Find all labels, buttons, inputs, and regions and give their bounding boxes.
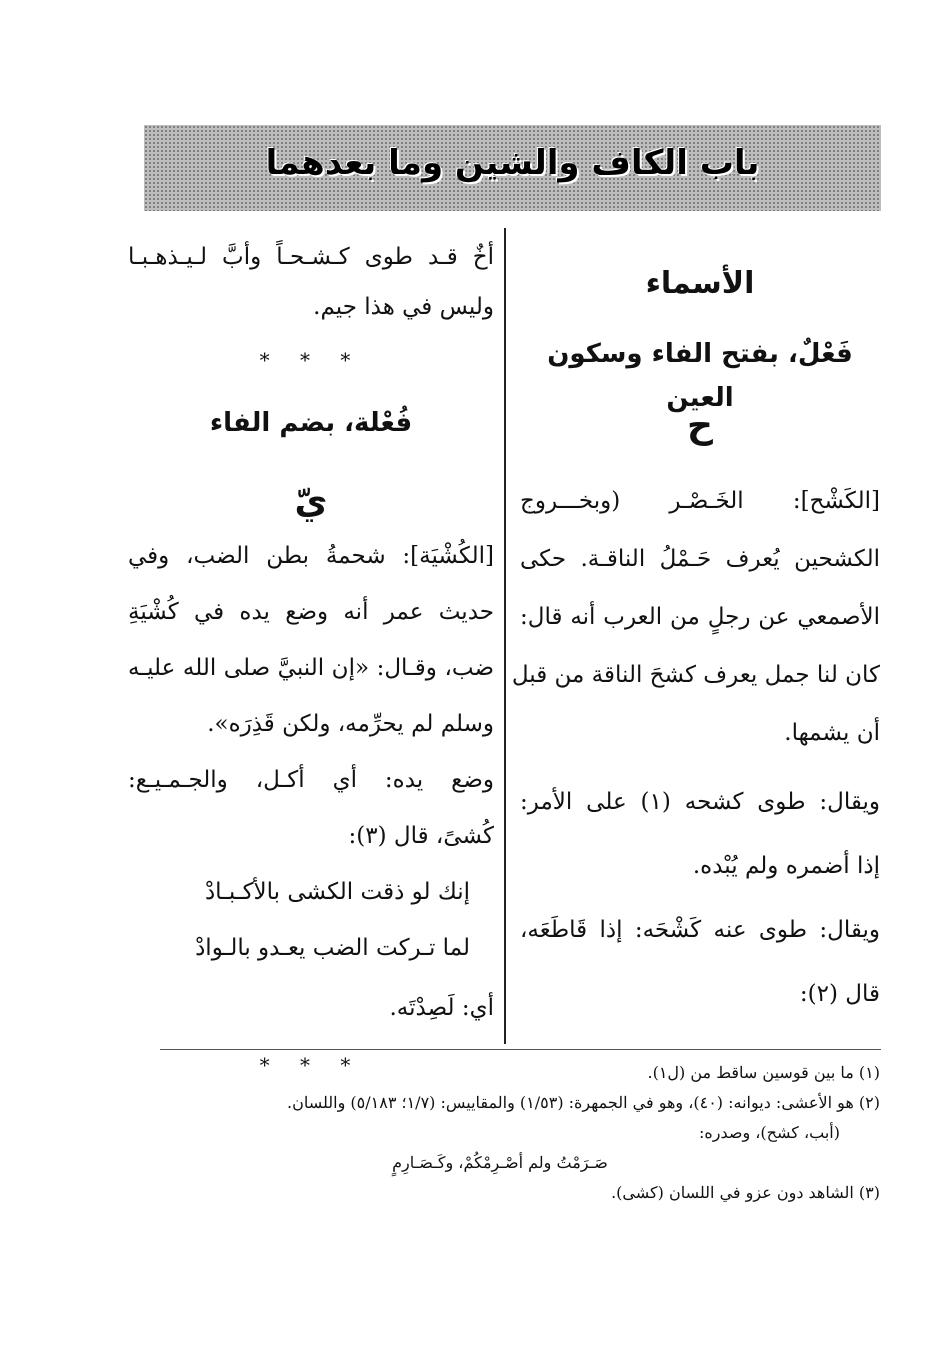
entry-line: وسلم لم يحرِّمه، ولكن قَذِرَه». xyxy=(207,711,494,737)
footnote-rule xyxy=(160,1049,881,1050)
column-divider xyxy=(504,228,506,1044)
left-column xyxy=(128,232,494,1090)
paragraph-line: قال (٢): xyxy=(799,981,880,1007)
entry-line: كُشىً، قال (٣): xyxy=(348,823,494,849)
right-column xyxy=(511,232,881,1026)
paragraph-line: ويقال: طوى كشحه (١) على الأمر: xyxy=(520,789,881,815)
footnote-2-continuation: (أبب، كشح)، وصدره: xyxy=(698,1123,840,1142)
pattern-heading: فَعْلٌ، بفتح الفاء وسكون العين xyxy=(547,339,853,413)
entry-line: [الكُشْيَة]: شحمةُ بطن الضب، وفي xyxy=(128,543,494,569)
footnotes xyxy=(120,1058,880,1208)
paragraph-tawa-kashhahu xyxy=(520,770,880,898)
pattern-heading: فُعْلة، بضم الفاء xyxy=(209,408,413,438)
verse-line: أخٌ قـد طوى كـشـحـاً وأبَّ لـيـذهـبـا xyxy=(128,244,494,270)
footnote-3: (٣) الشاهد دون عزو في اللسان (كشى). xyxy=(611,1183,880,1202)
separator-stars: * * * xyxy=(259,1053,363,1077)
entry-line: أن يشمها. xyxy=(784,720,880,746)
footnote-2-verse: صَـرَمْتُ ولم أصْـرِمْكُمْ، وكَـصَـارِمٍ xyxy=(392,1153,608,1172)
entry-kushya xyxy=(128,528,494,864)
entry-line: الكشحين يُعرف حَـمْلُ الناقـة. حكى xyxy=(520,546,880,572)
paragraph-line: ويقال: طوى عنه كَشْحَه: إذا قَاطَعَه، xyxy=(520,917,880,943)
verse-line: وليس في هذا جيم. xyxy=(313,294,494,320)
entry-line: وضع يده: أي أكـل، والجـمـيـع: xyxy=(128,767,494,793)
chapter-title: باب الكاف والشين وما بعدهما xyxy=(265,143,760,183)
poem-line: لما تـركت الضب يعـدو بالـوادْ xyxy=(195,935,470,961)
entry-line: حديث عمر أنه وضع يده في كُشْيَةِ xyxy=(128,599,494,625)
chapter-banner xyxy=(144,125,881,211)
poem xyxy=(128,864,494,976)
entry-line: [الكَشْح]: الخَـصْـر (وبخـــروج xyxy=(520,488,880,514)
entry-line: كان لنا جمل يعرف كشحَ الناقة من قبل xyxy=(511,662,880,688)
entry-line: ضب، وقـال: «إن النبيَّ صلى الله عليـه xyxy=(128,655,494,681)
entry-kashh xyxy=(511,472,880,762)
footnote-2: (٢) هو الأعشى: ديوانه: (٤٠)، وهو في الجمهرة: (١/٥٣) والمقاييس: (١/٧؛ ٥/١٨٣) واللسان. xyxy=(286,1093,880,1112)
footnote-1: (١) ما بين قوسين ساقط من (ل١). xyxy=(647,1063,880,1082)
section-title: الأسماء xyxy=(645,266,755,301)
letter-heading: ح xyxy=(687,405,713,446)
paragraph-line: إذا أضمره ولم يُبْده. xyxy=(692,853,880,879)
letter-heading: يّ xyxy=(294,481,328,522)
separator-stars: * * * xyxy=(259,348,363,372)
paragraph-tawa-anhu xyxy=(520,898,880,1026)
poem-line: إنك لو ذقت الكشى بالأكـبـادْ xyxy=(204,879,470,905)
entry-line: الأصمعي عن رجلٍ من العرب أنه قال: xyxy=(520,604,880,630)
closing-line: أي: لَصِدْتَه. xyxy=(389,995,494,1021)
